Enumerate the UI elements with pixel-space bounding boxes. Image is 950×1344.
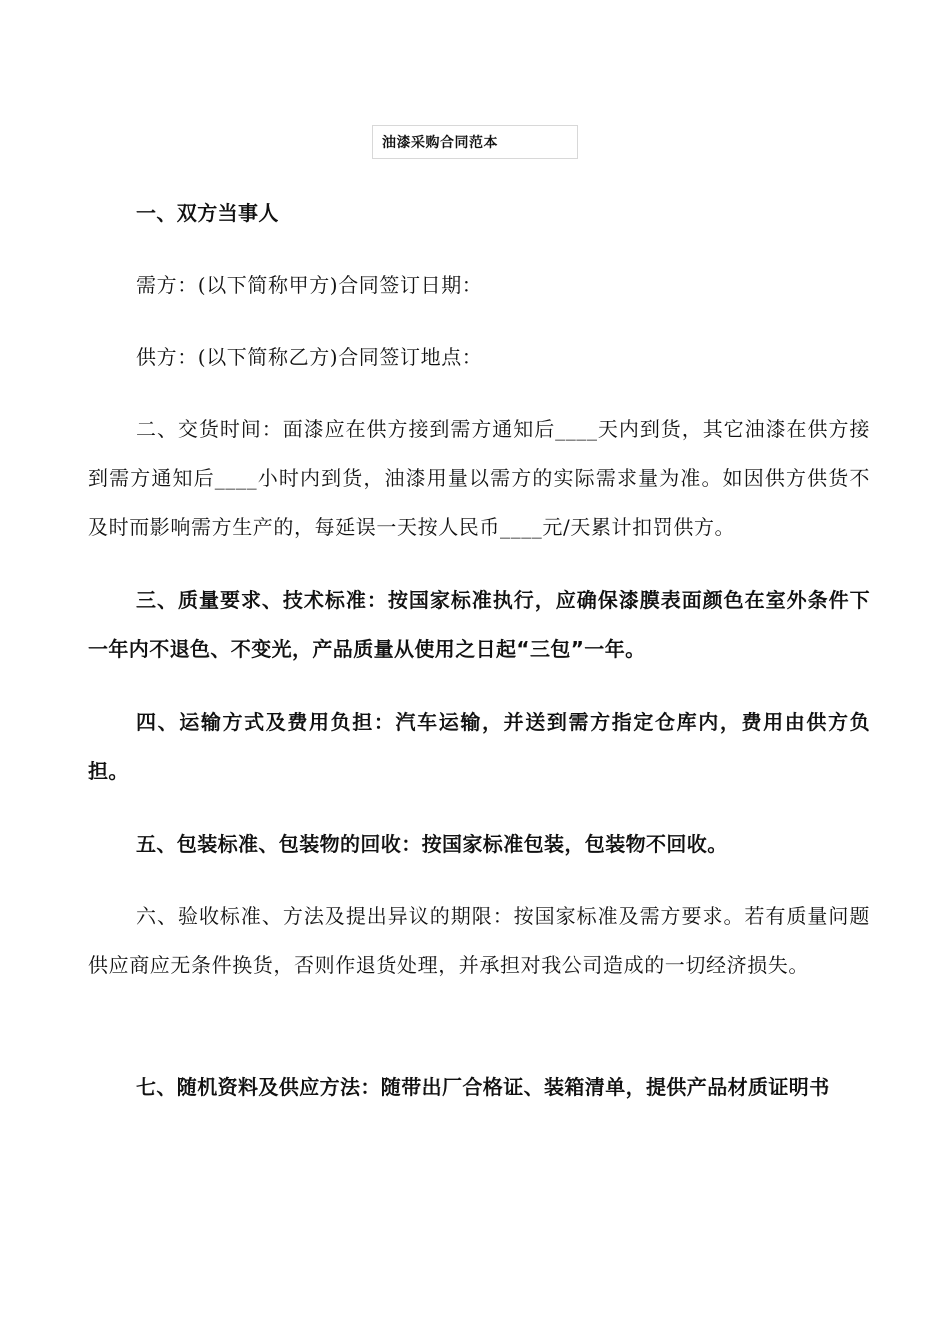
section-4-transport: 四、运输方式及费用负担：汽车运输，并送到需方指定仓库内，费用由供方负担。	[88, 710, 870, 783]
section-6-acceptance: 六、验收标准、方法及提出异议的期限：按国家标准及需方要求。若有质量问题供应商应无条件换货，否则作退货处理，并承担对我公司造成的一切经济损失。	[88, 904, 870, 977]
section-1-supplier: 供方：(以下简称乙方)合同签订地点：	[136, 345, 483, 369]
section-5-packaging: 五、包装标准、包装物的回收：按国家标准包装，包装物不回收。	[136, 832, 728, 856]
document-title: 油漆采购合同范本	[382, 135, 498, 151]
section-7-documents: 七、随机资料及供应方法：随带出厂合格证、装箱清单，提供产品材质证明书	[136, 1075, 830, 1099]
section-3-quality: 三、质量要求、技术标准：按国家标准执行，应确保漆膜表面颜色在室外条件下一年内不退色、不变光，产品质量从使用之日起“三包”一年。	[88, 588, 870, 661]
section-1-heading: 一、双方当事人	[136, 201, 279, 225]
section-1-buyer: 需方：(以下简称甲方)合同签订日期：	[136, 273, 483, 297]
title-box	[372, 125, 578, 159]
section-2-delivery-time: 二、交货时间：面漆应在供方接到需方通知后____天内到货，其它油漆在供方接到需方通知后____小时内到货，油漆用量以需方的实际需求量为准。如因供方供货不及时而影响需方生产的，每延误一天按人民币____元/天累计扣罚供方。	[88, 417, 870, 539]
